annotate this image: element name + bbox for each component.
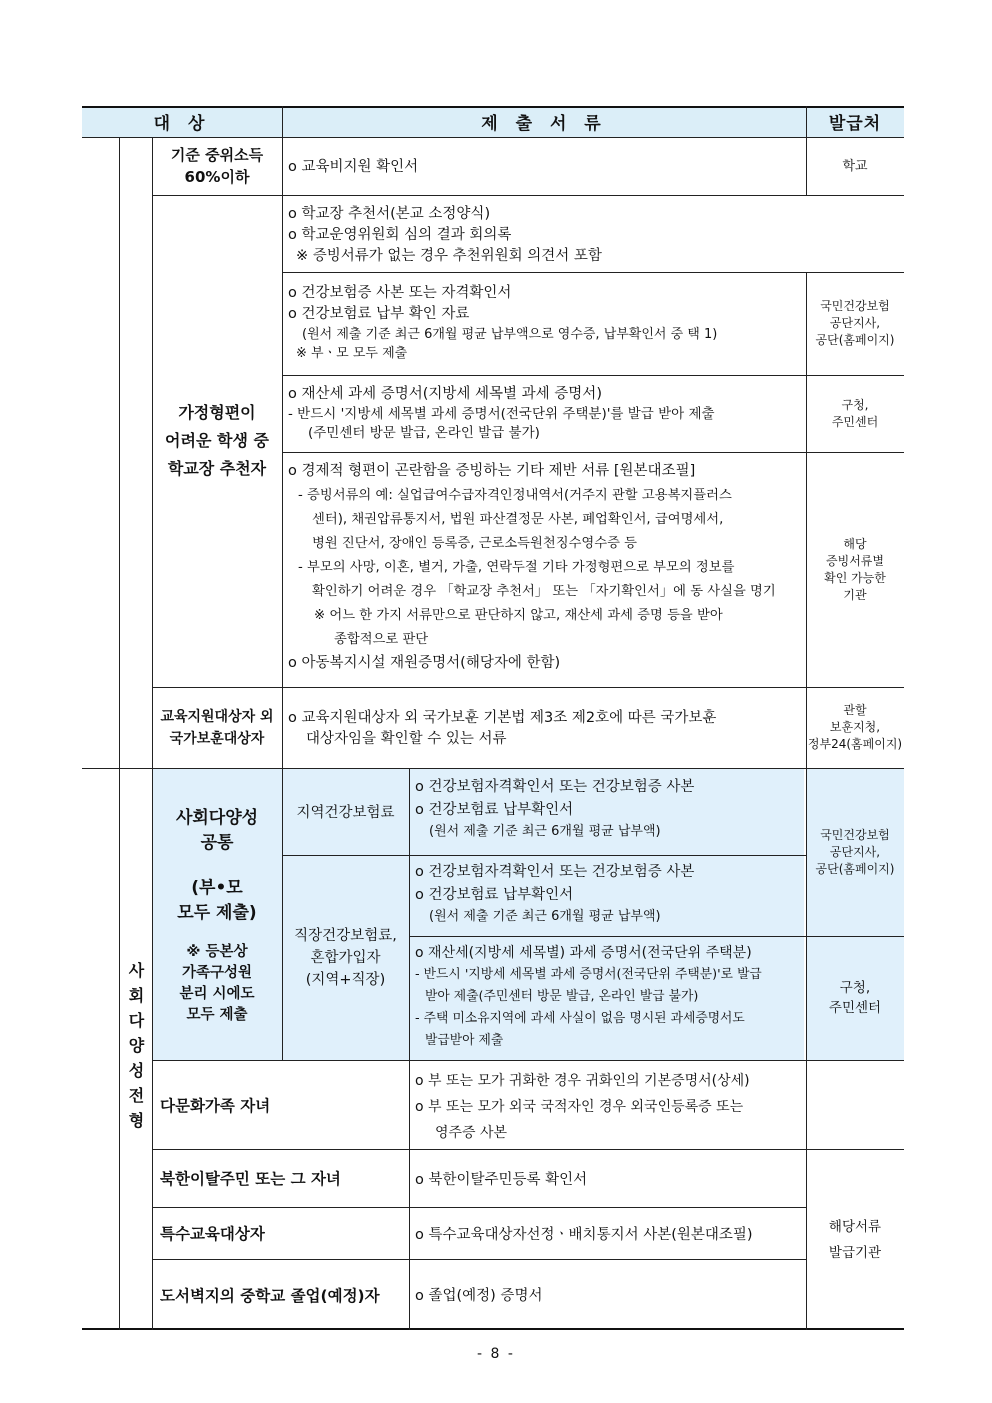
rule	[152, 1149, 904, 1150]
doc-line: ※ 증빙서류가 없는 경우 추천위원회 의견서 포함	[296, 248, 602, 264]
tax-docs	[409, 938, 806, 1056]
doc-line: o 재산세 과세 증명서(지방세 세목별 과세 증명서)	[288, 386, 602, 402]
header-documents: 제 출 서 류	[282, 106, 806, 137]
social-side-label: 사회다양성전형	[126, 961, 145, 1137]
rule	[806, 272, 807, 1330]
doc-line: o 건강보험증 사본 또는 자격확인서	[288, 285, 512, 301]
rule	[409, 936, 904, 937]
doc-line: o 경제적 형편이 곤란함을 증빙하는 기타 제반 서류 [원본대조필]	[288, 463, 696, 479]
doc-line: 발급받아 제출	[425, 1033, 504, 1048]
social-common-note: (부•모 모두 제출)	[177, 878, 257, 923]
doc-line: 병원 진단서, 장애인 등록증, 근로소득원천징수영수증 등	[312, 535, 638, 551]
special-label: 특수교육대상자	[160, 1225, 265, 1243]
doc-line: (원서 제출 기준 최근 6개월 평균 납부액)	[429, 909, 661, 924]
veterans-label: 교육지원대상자 외 국가보훈대상자	[160, 708, 274, 747]
doc-line: o 학교장 추천서(본교 소정양식)	[288, 206, 491, 222]
social-side-label-wrap	[119, 768, 152, 1330]
doc-line: - 반드시 '지방세 세목별 과세 증명서(전국단위 주택분)'로 발급	[415, 967, 762, 982]
social-etc-issuer: 해당서류 발급기관	[828, 1218, 882, 1261]
rule	[82, 1328, 904, 1330]
defector-label: 북한이탈주민 또는 그 자녀	[160, 1170, 341, 1188]
doc-line: 대상자임을 확인할 수 있는 서류	[306, 731, 507, 747]
doc-line: - 주택 미소유지역에 과세 사실이 없음 명시된 과세증명서도	[415, 1011, 745, 1026]
rule	[806, 106, 807, 195]
rule	[409, 768, 410, 1330]
principal-block4	[282, 456, 806, 679]
workplace-docs	[409, 857, 806, 930]
rule	[119, 137, 120, 1330]
doc-line: - 증빙서류의 예: 실업급여수급자격인정내역서(거주지 관할 고용복지플러스	[298, 487, 732, 503]
doc-line: o 건강보험료 납부확인서	[415, 802, 574, 818]
doc-line: o 부 또는 모가 귀화한 경우 귀화인의 기본증명서(상세)	[415, 1073, 750, 1089]
rule	[282, 106, 283, 1060]
doc-line: 받아 제출(주민센터 방문 발급, 온라인 발급 불가)	[425, 989, 699, 1004]
doc-line: o 건강보험료 납부확인서	[415, 887, 574, 903]
doc-line: (원서 제출 기준 최근 6개월 평균 납부액으로 영수증, 납부확인서 중 택 1)	[302, 327, 718, 342]
doc-line: - 반드시 '지방세 세목별 과세 증명서(전국단위 주택분)'를 발급 받아 제출	[288, 406, 715, 422]
doc-line: 확인하기 어려운 경우 「학교장 추천서」 또는 「자기확인서」에 동 사실을 명기	[312, 583, 776, 599]
doc-line: o 아동복지시설 재원증명서(해당자에 한함)	[288, 654, 561, 671]
rule	[152, 1259, 806, 1260]
rule	[282, 452, 904, 453]
multicultural-docs	[409, 1064, 806, 1150]
doc-line: o 교육지원대상자 외 국가보훈 기본법 제3조 제2호에 따른 국가보훈	[288, 710, 717, 726]
doc-line: o 부 또는 모가 외국 국적자인 경우 외국인등록증 또는	[415, 1099, 744, 1115]
doc-line: ※ 어느 한 가지 서류만으로 판단하지 않고, 재산세 과세 증명 등을 받아	[314, 607, 723, 623]
defector-docs: o 북한이탈주민등록 확인서	[415, 1171, 588, 1188]
regional-label: 지역건강보험료	[296, 805, 395, 821]
social-tax-issuer: 구청, 주민센터	[828, 980, 882, 1016]
doc-line: o 교육비지원 확인서	[288, 159, 419, 175]
principal-block2-issuer: 국민건강보험 공단지사, 공단(홈페이지)	[815, 299, 895, 347]
rule	[152, 195, 904, 196]
page-number: - 8 -	[477, 1346, 515, 1362]
rule	[152, 137, 153, 1330]
principal-block3	[282, 380, 806, 447]
doc-line: o 재산세(지방세 세목별) 과세 증명서(전국단위 주택분)	[415, 945, 752, 961]
workplace-label: 직장건강보험료, 혼합가입자 (지역+직장)	[294, 927, 397, 988]
island-label: 도서벽지의 중학교 졸업(예정)자	[160, 1286, 380, 1305]
veterans-issuer: 관할 보훈지청, 정부24(홈페이지)	[807, 703, 903, 751]
income-issuer: 학교	[842, 158, 868, 174]
rule	[82, 768, 904, 769]
doc-line: o 건강보험자격확인서 또는 건강보험증 사본	[415, 864, 695, 880]
social-nhis-issuer: 국민건강보험 공단지사, 공단(홈페이지)	[815, 827, 895, 876]
veterans-docs	[282, 704, 806, 754]
principal-label: 가정형편이 어려운 학생 중 학교장 추천자	[165, 403, 269, 478]
rule	[152, 687, 904, 688]
social-common-label	[152, 768, 282, 1060]
submission-table	[82, 106, 904, 1330]
special-docs: o 특수교육대상자선정ㆍ배치통지서 사본(원본대조필)	[415, 1226, 753, 1243]
doc-line: 종합적으로 판단	[334, 631, 429, 647]
doc-line: (원서 제출 기준 최근 6개월 평균 납부액)	[429, 824, 661, 839]
doc-line: o 건강보험자격확인서 또는 건강보험증 사본	[415, 779, 695, 795]
principal-block2	[282, 279, 806, 367]
rule	[282, 375, 904, 376]
income-docs	[282, 153, 806, 182]
island-docs: o 졸업(예정) 증명서	[415, 1288, 543, 1304]
rule	[282, 272, 904, 273]
multicultural-label: 다문화가족 자녀	[160, 1096, 271, 1115]
doc-line: - 부모의 사망, 이혼, 별거, 가출, 연락두절 기타 가정형편으로 부모의 정보를	[298, 559, 735, 575]
doc-line: (주민센터 방문 발급, 온라인 발급 불가)	[308, 425, 540, 441]
income-label: 기준 중위소득 60%이하	[170, 146, 264, 186]
rule	[282, 855, 806, 856]
header-target: 대 상	[82, 106, 282, 137]
rule	[82, 106, 904, 108]
principal-block4-issuer: 해당 증빙서류별 확인 가능한 기관	[824, 536, 886, 602]
rule	[82, 137, 904, 138]
header-issuer: 발급처	[806, 106, 904, 137]
doc-line: ※ 부ㆍ모 모두 제출	[296, 346, 408, 361]
rule	[152, 1060, 904, 1061]
doc-line: 센터), 채권압류통지서, 법원 파산결정문 사본, 폐업확인서, 급여명세서,	[312, 511, 724, 527]
doc-line: o 건강보험료 납부 확인 자료	[288, 306, 470, 322]
principal-block3-issuer: 구청, 주민센터	[831, 397, 879, 429]
principal-block1	[282, 200, 906, 271]
social-common-title: 사회다양성 공통	[175, 808, 259, 853]
rule	[152, 1207, 806, 1208]
doc-line: o 학교운영위원회 심의 결과 회의록	[288, 227, 512, 243]
regional-docs	[409, 772, 806, 845]
social-common-remark: ※ 등본상 가족구성원 분리 시에도 모두 제출	[179, 944, 255, 1023]
doc-line: 영주증 사본	[435, 1125, 508, 1141]
